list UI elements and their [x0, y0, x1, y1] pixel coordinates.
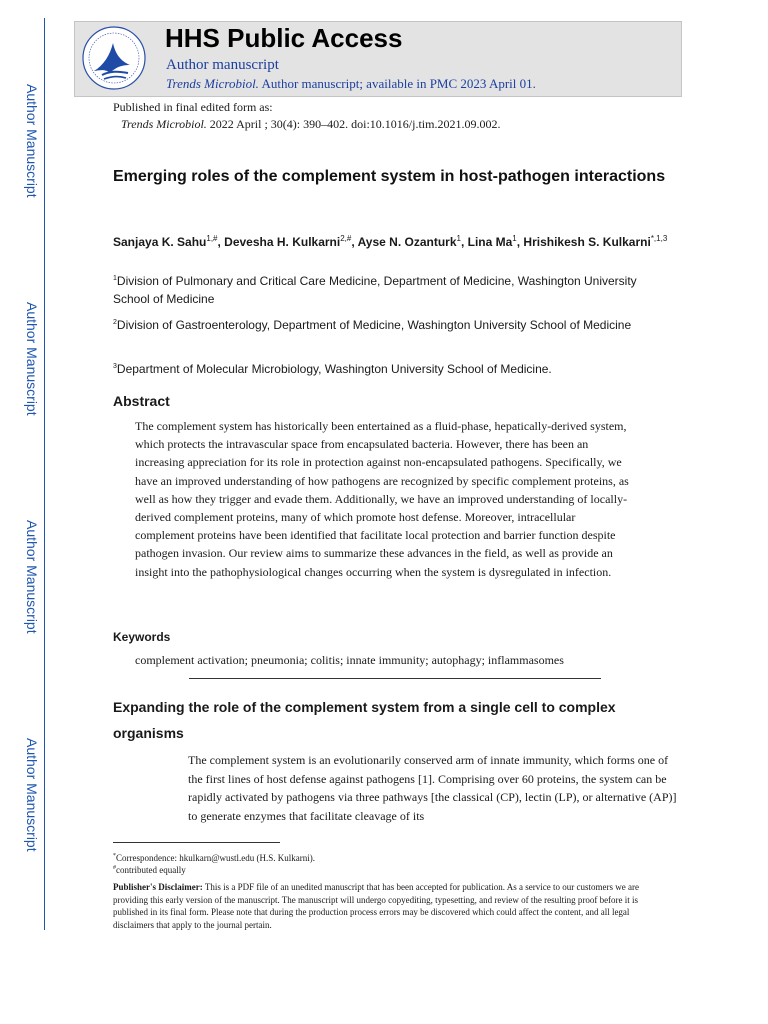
author-name: Lina Ma — [467, 235, 513, 249]
author-list — [113, 230, 673, 251]
published-label: Published in final edited form as: — [113, 100, 273, 114]
author-separator: , — [460, 235, 468, 249]
author-affil-sup: 1,# — [206, 234, 218, 243]
affiliation-3 — [113, 358, 673, 378]
author-affil-sup: 1 — [512, 234, 517, 243]
author-affil-sup: 2,# — [340, 234, 352, 243]
citation-details: 2022 April ; 30(4): 390–402. doi:10.1016/j.tim.2021.09.002. — [206, 117, 501, 131]
author-affil-sup: 1 — [456, 234, 461, 243]
affiliation-text: Division of Gastroenterology, Department of Medicine, Washington University School of Medicine — [116, 318, 632, 332]
footnote-divider — [113, 842, 280, 843]
header-subtitle: Author manuscript — [166, 57, 279, 73]
author-separator: , — [217, 235, 225, 249]
side-label-author-manuscript: Author Manuscript — [24, 520, 40, 634]
journal-name: Trends Microbiol. — [166, 76, 259, 91]
keywords-heading: Keywords — [113, 630, 171, 644]
hhs-eagle-seal-icon — [80, 25, 148, 91]
availability-text: Author manuscript; available in PMC 2023 April 01. — [258, 76, 536, 91]
affiliation-text: Department of Molecular Microbiology, Washington University School of Medicine. — [116, 362, 552, 376]
side-label-author-manuscript: Author Manuscript — [24, 84, 40, 198]
author-affil-sup: *,1,3 — [650, 234, 668, 243]
author-name: Sanjaya K. Sahu — [113, 235, 207, 249]
citation-journal: Trends Microbiol. — [121, 117, 207, 131]
affiliation-text: Division of Pulmonary and Critical Care Medicine, Department of Medicine, Washington University School of Medicine — [113, 274, 637, 306]
author-name: Hrishikesh S. Kulkarni — [523, 235, 651, 249]
abstract-text: The complement system has historically been entertained as a fluid-phase, hepatically-derived system, which protects the intravascular space from encapsulated bacteria. However, there has been an increasing appreciation for its role in protection against non-encapsulated pathogens. Specifically, we have an improved understanding of how pathogens are recognized by specific complement proteins, as well as how they trigger and evade them. Additionally, we have an improved understanding of locally-derived complement proteins, many of which promote host defense. Moreover, intracellular complement proteins have been identified that facilitate local protection and barrier function despite pathogen invasion. Our review aims to summarize these advances in the field, as well as provide an insight into the pathophysiological changes occurring when the system is dysregulated in infection. — [135, 419, 629, 579]
side-label-author-manuscript: Author Manuscript — [24, 302, 40, 416]
disclaimer-label: Publisher's Disclaimer: — [113, 882, 203, 892]
affiliation-2 — [113, 314, 673, 334]
header-journal-line — [166, 76, 536, 92]
author-separator: , — [516, 235, 524, 249]
disclaimer-text: This is a PDF file of an unedited manuscript that has been accepted for publication. As a service to our customers we are providing this early version of the manuscript. The manuscript will undergo copyediting, typesetting, and review of the resulting proof before it is published in its final form. Please note that during the production process errors may be discovered which could affect the content, and all legal disclaimers that apply to the journal pertain. — [113, 882, 639, 930]
keywords-text: complement activation; pneumonia; colitis; innate immunity; autophagy; inflammasomes — [135, 653, 564, 667]
affiliation-number: 3 — [113, 363, 117, 370]
publisher-disclaimer — [113, 881, 658, 931]
equal-contribution-text: contributed equally — [116, 865, 186, 875]
affiliation-number: 2 — [113, 319, 117, 326]
author-name: Ayse N. Ozanturk — [357, 235, 457, 249]
affiliation-number: 1 — [113, 275, 117, 282]
section-heading: Expanding the role of the complement system from a single cell to complex organisms — [113, 699, 616, 741]
affiliation-1 — [113, 270, 673, 308]
side-label-author-manuscript: Author Manuscript — [24, 738, 40, 852]
footnote-mark: * — [113, 853, 116, 859]
header-title: HHS Public Access — [165, 23, 403, 53]
article-title: Emerging roles of the complement system in host-pathogen interactions — [113, 168, 666, 185]
divider — [189, 678, 601, 679]
citation — [121, 117, 500, 132]
footnote-mark: # — [113, 865, 116, 871]
abstract-heading: Abstract — [113, 393, 170, 409]
body-paragraph: The complement system is an evolutionarily conserved arm of innate immunity, which forms one of the first lines of host defense against pathogens [1]. Comprising over 60 proteins, the system can be rapidly activated by pathogens via three pathways [the classical (CP), lectin (LP), or alternative (AP)] to generate enzymes that facilitate cleavage of its — [188, 753, 677, 823]
correspondence-text: Correspondence: hkulkarn@wustl.edu (H.S. Kulkarni). — [116, 853, 315, 863]
equal-contribution-footnote — [113, 865, 186, 875]
correspondence-footnote — [113, 853, 315, 863]
author-name: Devesha H. Kulkarni — [224, 235, 341, 249]
author-separator: , — [351, 235, 358, 249]
